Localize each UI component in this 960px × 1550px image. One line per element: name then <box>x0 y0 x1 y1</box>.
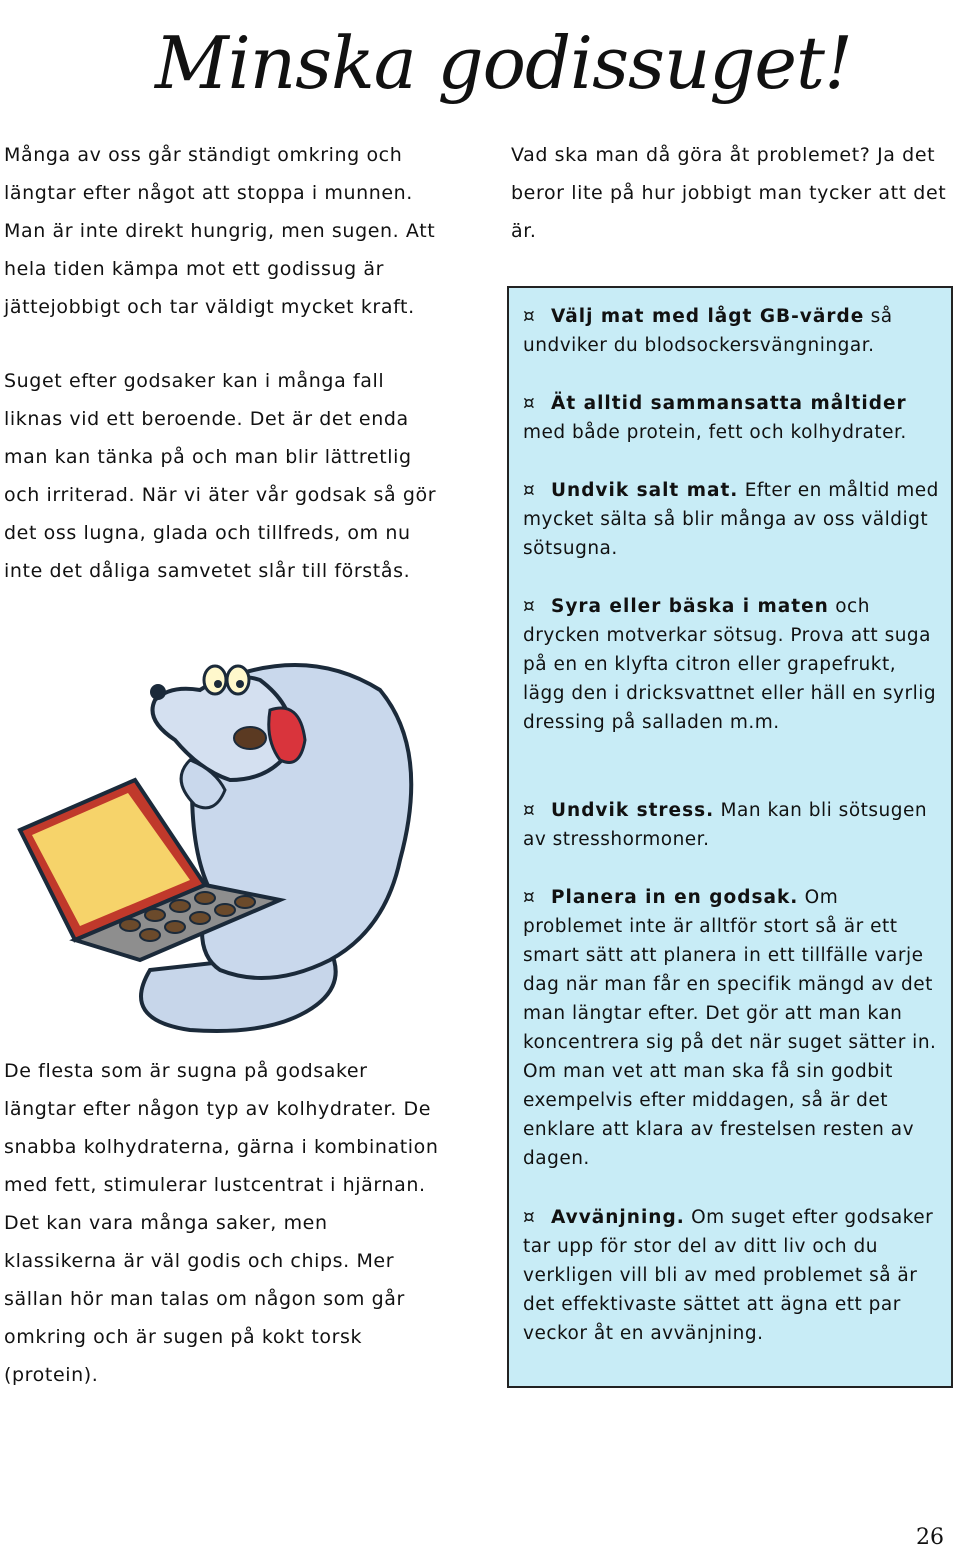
intro-paragraph-2: Suget efter godsaker kan i många fall liknas vid ett beroende. Det är det enda man kan tänka på och man blir lättretlig och irriterad. När vi äter vår godsak så gör det oss lugna, glada och tillfreds, om nu inte det dåliga samvetet slår till förstås. <box>4 370 437 582</box>
tip-item: ¤ Syra eller bäska i maten och drycken motverkar sötsug. Prova att suga på en en klyfta citron eller grapefrukt, lägg den i dricksvattnet eller häll en syrlig dressing på salladen m.m. <box>523 592 943 737</box>
tips-box <box>507 286 953 1388</box>
tip-item: ¤ Välj mat med lågt GB-värde så undviker du blodsockersvängningar. <box>523 302 943 360</box>
intro-right-paragraph: Vad ska man då göra åt problemet? Ja det beror lite på hur jobbigt man tycker att det är. <box>511 144 947 242</box>
intro-paragraph-1: Många av oss går ständigt omkring och längtar efter något att stoppa i munnen. Man är inte direkt hungrig, men sugen. Att hela tiden kämpa mot ett godissug är jättejobbigt och tar väldigt mycket kraft. <box>4 144 436 318</box>
tip-item: ¤ Avvänjning. Om suget efter godsaker tar upp för stor del av ditt liv och du verkligen vill bli av med problemet så är det effektivaste sättet att ägna ett par veckor åt en avvänjning. <box>523 1203 943 1348</box>
bottom-paragraph: De flesta som är sugna på godsaker längtar efter någon typ av kolhydrater. De snabba kolhydraterna, gärna i kombination med fett, stimulerar lustcentrat i hjärnan. Det kan vara många saker, men klassikerna är väl godis och chips. Mer sällan hör man talas om någon som går omkring och är sugen på kokt torsk (protein). <box>4 1060 439 1386</box>
bullet-icon: ¤ <box>523 393 536 414</box>
bullet-icon: ¤ <box>523 887 536 908</box>
bullet-icon: ¤ <box>523 306 536 327</box>
seal-with-chocolate-box-icon <box>0 630 440 1040</box>
page-title: Minska godissuget! <box>155 21 852 105</box>
tip-item: ¤ Undvik salt mat. Efter en måltid med mycket sälta så blir många av oss väldigt sötsugna. <box>523 476 943 563</box>
bullet-icon: ¤ <box>523 596 536 617</box>
bullet-icon: ¤ <box>523 480 536 501</box>
page-number: 26 <box>916 1525 944 1550</box>
bullet-icon: ¤ <box>523 800 536 821</box>
tip-item: ¤ Ät alltid sammansatta måltider med både protein, fett och kolhydrater. <box>523 389 943 447</box>
tip-item: ¤ Planera in en godsak. Om problemet inte är alltför stort så är ett smart sätt att planera in ett tillfälle varje dag när man får en specifik mängd av det man längtar efter. Det gör att man kan koncentrera sig på det när suget sätter in. Om man vet att man ska få sin godbit exempelvis efter middagen, så är det enklare att klara av frestelsen resten av dagen. <box>523 883 943 1173</box>
bullet-icon: ¤ <box>523 1207 536 1228</box>
tip-item: ¤ Undvik stress. Man kan bli sötsugen av stresshormoner. <box>523 796 943 854</box>
